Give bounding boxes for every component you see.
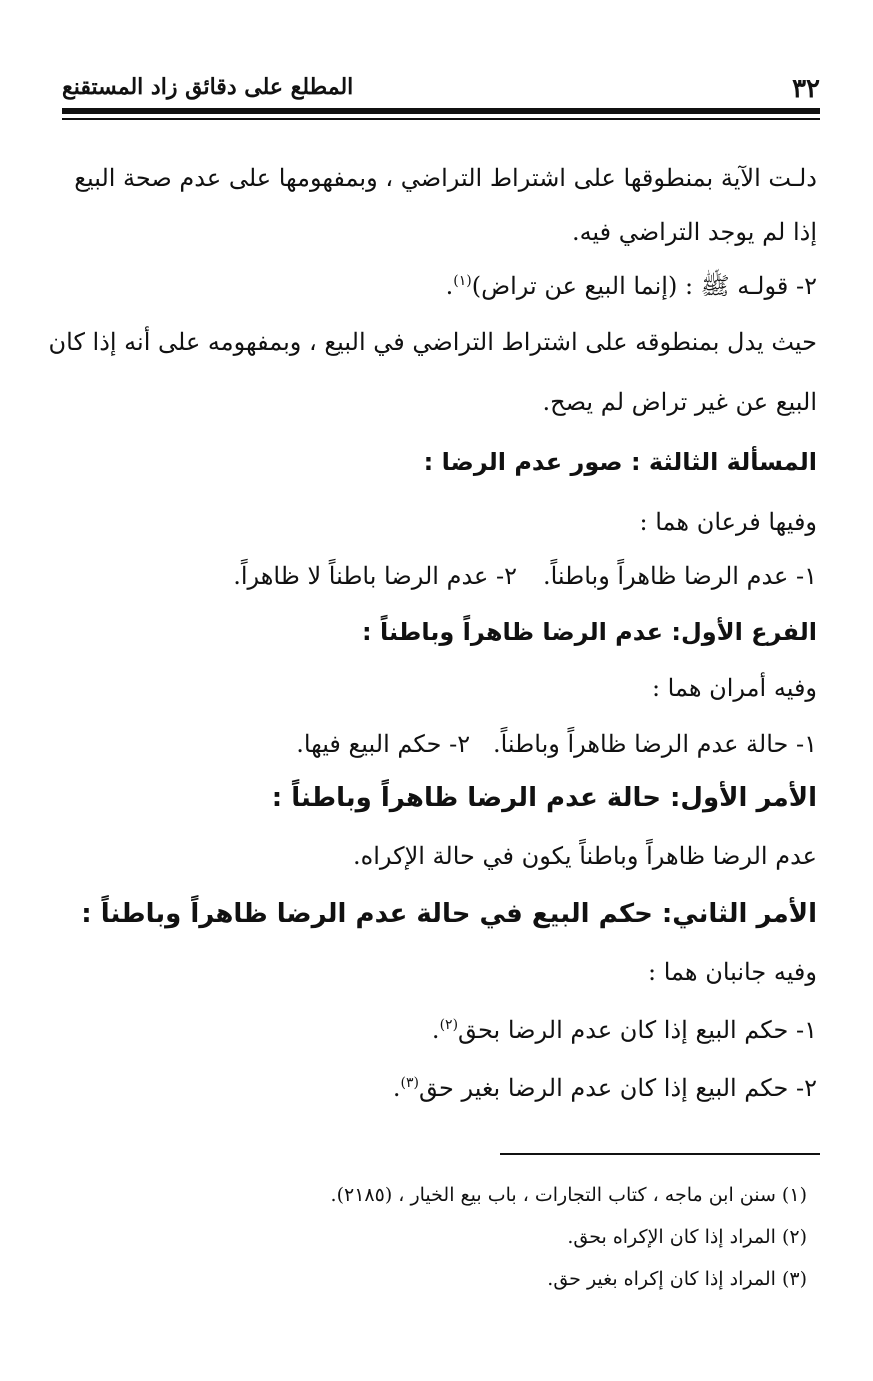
list-item-end: . — [445, 272, 454, 300]
footnote: (٢) المراد إذا كان الإكراه بحق. — [567, 1226, 807, 1248]
intro-line: وفيه أمران هما : — [651, 674, 817, 702]
footnote: (٣) المراد إذا كان إكراه بغير حق. — [547, 1268, 807, 1290]
paragraph-line: عدم الرضا ظاهراً وباطناً يكون في حالة الإكراه. — [353, 842, 817, 870]
list-item-end: . — [392, 1074, 401, 1102]
paragraph-line: حيث يدل بمنطوقه على اشتراط التراضي في البيع ، وبمفهومه على أنه إذا كان — [48, 328, 817, 356]
list-item-end: . — [431, 1016, 440, 1044]
page-header — [62, 72, 820, 102]
footnote: (١) سنن ابن ماجه ، كتاب التجارات ، باب بيع الخيار ، (٢١٨٥). — [330, 1184, 807, 1206]
list-item — [393, 1068, 817, 1108]
paragraph-line: دلـت الآية بمنطوقها على اشتراط التراضي ، وبمفهومها على عدم صحة البيع — [74, 164, 817, 192]
section-heading: المسألة الثالثة : صور عدم الرضا : — [423, 448, 817, 476]
list-item — [432, 1010, 817, 1050]
running-title: المطلع على دقائق زاد المستقنع — [62, 74, 354, 100]
list-item-text: ٢- قولـه ﷺ : (إنما البيع عن تراض) — [471, 272, 817, 300]
header-rule-thin — [62, 118, 820, 120]
list-item: ٢- عدم الرضا باطناً لا ظاهراً. — [233, 562, 517, 590]
intro-line: وفيها فرعان هما : — [639, 508, 817, 536]
list-item: ١- حالة عدم الرضا ظاهراً وباطناً. — [492, 730, 817, 758]
list-pair — [127, 556, 817, 596]
section-heading: الفرع الأول: عدم الرضا ظاهراً وباطناً : — [362, 618, 817, 646]
section-heading: الأمر الأول: حالة عدم الرضا ظاهراً وباطناً : — [271, 783, 817, 813]
paragraph-line: البيع عن غير تراض لم يصح. — [542, 388, 817, 416]
footnote-ref: (٢) — [439, 1017, 459, 1033]
list-item — [446, 266, 817, 306]
list-pair — [296, 724, 817, 764]
section-heading: الأمر الثاني: حكم البيع في حالة عدم الرضا ظاهراً وباطناً : — [81, 899, 817, 929]
footnote-ref: (١) — [453, 273, 472, 289]
header-rule-thick — [62, 108, 820, 114]
intro-line: وفيه جانبان هما : — [648, 958, 817, 986]
list-item: ٢- حكم البيع فيها. — [296, 730, 471, 758]
footnote-ref: (٣) — [400, 1075, 419, 1091]
page-number: ٣٢ — [792, 74, 820, 104]
paragraph-line: إذا لم يوجد التراضي فيه. — [571, 218, 817, 246]
list-item-text: ١- حكم البيع إذا كان عدم الرضا بحق — [458, 1016, 817, 1044]
footnote-separator — [500, 1153, 820, 1155]
list-item-text: ٢- حكم البيع إذا كان عدم الرضا بغير حق — [418, 1074, 817, 1102]
list-item: ١- عدم الرضا ظاهراً وباطناً. — [542, 562, 817, 590]
